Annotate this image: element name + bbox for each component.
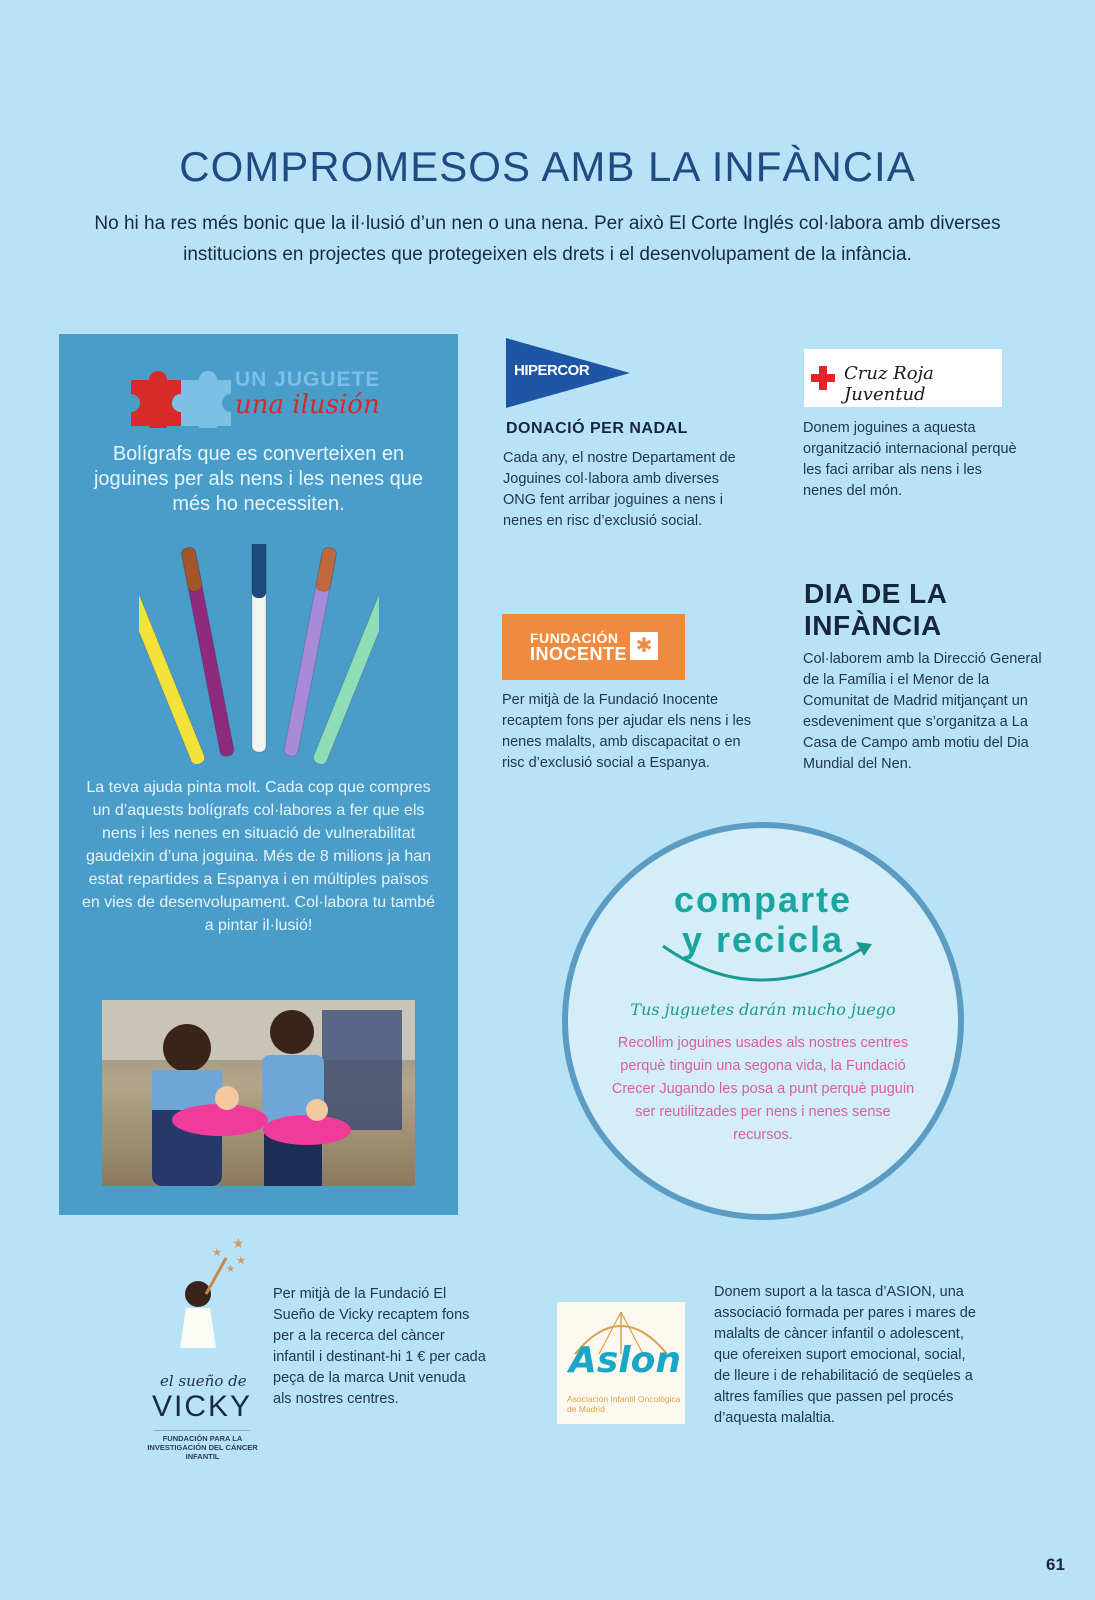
vicky-text: Per mitjà de la Fundació El Sueño de Vicky recaptem fons per a la recerca del càncer infantil i destinant-hi 1 € per cada peça de la marca Unit venuda als nostres centres. [273, 1286, 486, 1407]
page-title: COMPROMESOS AMB LA INFÀNCIA [179, 143, 916, 190]
juguete-panel [59, 334, 458, 1215]
children-photo [102, 1000, 415, 1186]
intro-paragraph: No hi ha res més bonic que la il·lusió d’un nen o una nena. Per això El Corte Inglés col·labora amb diverses institucions en projectes que protegeixen els drets i el desenvolupament de la infància. [94, 213, 1001, 265]
panel-body-text: La teva ajuda pinta molt. Cada cop que compres un d’aquests bolígrafs col·labores a fer que els nens i les nenes en situació de vulnerabilitat gaudeixin d’una joguina. Més de 8 milions ja han estat repartides a Espanya i en múltiples països en vies de desenvolupament. Col·labora tu també a pintar il·lusió! [81, 779, 436, 934]
panel-lead-text: Bolígrafs que es converteixen en joguines per als nens i les nenes que més ho necessiten. [93, 443, 424, 515]
svg-text:★: ★ [212, 1247, 222, 1259]
vicky-name-text: VICKY [152, 1390, 253, 1423]
logo-text-top: UN JUGUETE [235, 368, 381, 391]
dia-infancia-text: Col·laborem amb la Direcció General de la Família i el Menor de la Comunitat de Madrid mitjançant un esdeveniment que s’organitza a La Casa de Campo amb motiu del Dia Mundial del Nen. [803, 651, 1042, 772]
comparte-recicla-circle [562, 822, 964, 1220]
moon-girl-icon [140, 1232, 265, 1372]
inocente-logo-text [530, 630, 627, 662]
pens-image [139, 544, 379, 764]
cruz-roja-text: Donem joguines a aquesta organització internacional perquè les faci arribar als nens i les nenes del món. [803, 420, 1017, 499]
sueno-de-vicky-logo [140, 1232, 265, 1460]
asion-logo-subtitle: Asociación Infantil Oncológica de Madrid [567, 1394, 681, 1414]
svg-text:★: ★ [236, 1255, 246, 1267]
hipercor-text: Cada any, el nostre Departament de Joguines col·labora amb diverses ONG fent arribar joguines a nens i nenes en risc d’exclusió social. [503, 450, 736, 529]
red-cross-icon [810, 365, 836, 391]
page-number: 61 [1046, 1555, 1065, 1574]
vicky-subtitle: FUNDACIÓN PARA LA INVESTIGACIÓN DEL CÁNCER INFANTIL [147, 1434, 258, 1461]
asion-logo [557, 1302, 685, 1424]
comparte-subtitle: Tus juguetes darán mucho juego [630, 1000, 896, 1019]
inocente-text: Per mitjà de la Fundació Inocente recaptem fons per ajudar els nens i les nenes malalts, amb discapacitat o en risc d’exclusió social a Espanya. [502, 692, 752, 771]
svg-text:★: ★ [232, 1235, 245, 1251]
inocente-logo-line2: INOCENTE [530, 644, 628, 664]
cruz-roja-logo-text: Cruz Roja Juventud [844, 363, 934, 405]
comparte-text: Recollim joguines usades als nostres centres perquè tinguin una segona vida, la Fundació Crecer Jugando les posa a punt perquè puguin ser reutilitzades per nens i nenes sense recursos. [611, 1035, 915, 1143]
asion-logo-text: Aslon [569, 1340, 681, 1381]
logo-text-bottom: una ilusión [235, 390, 380, 420]
comparte-title-line1: comparte [673, 879, 853, 920]
gingerbread-icon: ✱ [630, 632, 658, 660]
vicky-script-text: el sueño de [160, 1372, 247, 1390]
children-with-dolls-image [102, 1000, 415, 1186]
asion-text: Donem suport a la tasca d’ASION, una associació formada per pares i mares de malalts de càncer infantil o adolescent, que ofereixen suport emocional, social, de lleure i de rehabilitació de seqüeles a altres famílies que passen pel procés d’aquesta malaltia. [714, 1284, 976, 1426]
hipercor-heading: DONACIÓ PER NADAL [506, 420, 688, 437]
recycle-arrow-icon [658, 938, 888, 998]
hipercor-logo-text: HIPERCOR [514, 362, 590, 379]
vicky-divider [154, 1430, 250, 1431]
inocente-logo-line1: FUNDACIÓN [530, 630, 619, 646]
dia-infancia-heading-line1: DIA DE LA [804, 578, 948, 609]
fundacion-inocente-logo [502, 614, 685, 680]
dia-infancia-heading-line2: INFÀNCIA [804, 610, 942, 641]
cruz-roja-logo [804, 349, 1002, 407]
comparte-title-line2: y recicla [681, 919, 845, 960]
svg-text:★: ★ [226, 1264, 235, 1275]
dia-infancia-heading [804, 578, 947, 642]
